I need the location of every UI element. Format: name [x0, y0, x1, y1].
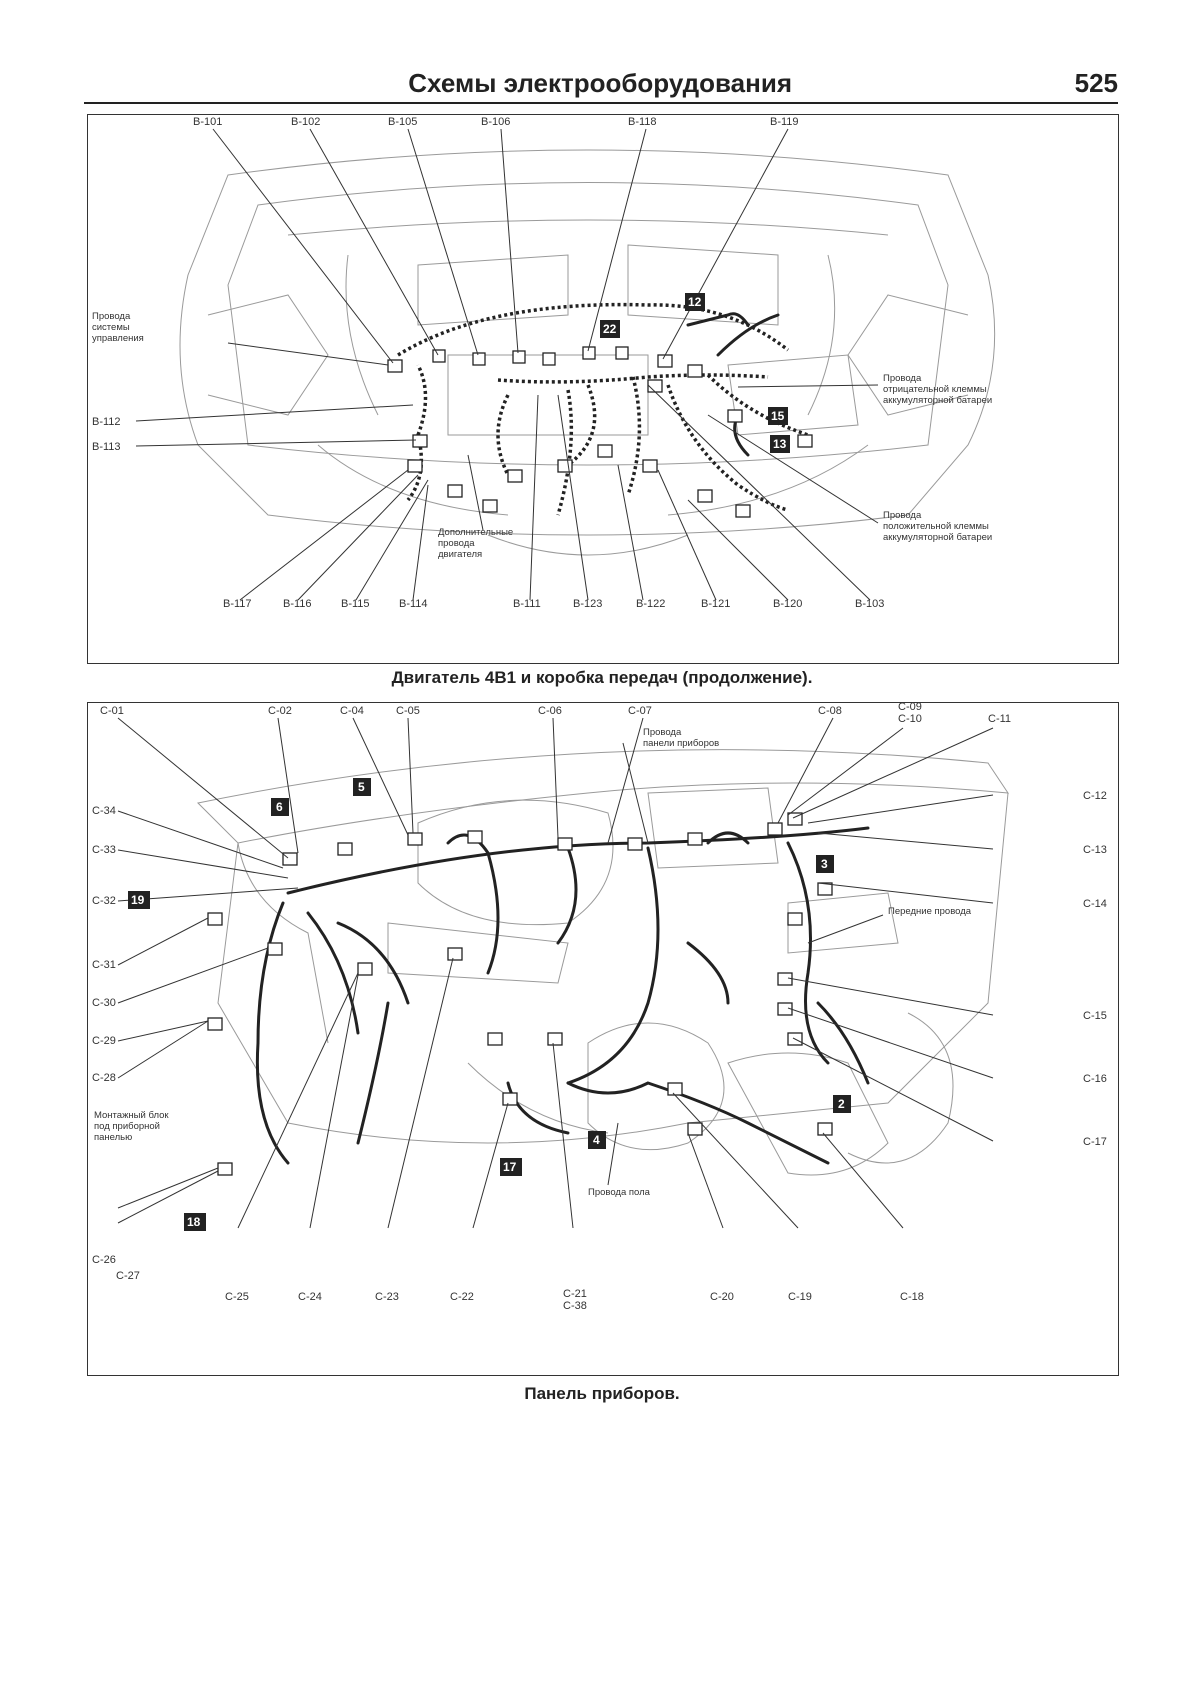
- label-b-115: B-115: [341, 598, 370, 610]
- note-floor-wires: [588, 1187, 651, 1198]
- label-b-119: B-119: [770, 116, 799, 128]
- engine-caption: Двигатель 4B1 и коробка передач (продолжение).: [391, 668, 813, 687]
- badge-13-label: 13: [773, 437, 787, 451]
- label-c-33: C-33: [92, 844, 116, 856]
- svg-text:управления: управления: [92, 333, 144, 344]
- note-instrument-panel-wires: [643, 727, 719, 749]
- svg-text:отрицательной клеммы: отрицательной клеммы: [883, 384, 987, 395]
- label-c-17: C-17: [1083, 1136, 1107, 1148]
- svg-text:Провода пола: Провода пола: [588, 1187, 650, 1198]
- label-c-32: C-32: [92, 895, 116, 907]
- badge-19-label: 19: [131, 893, 145, 907]
- label-b-113: B-113: [92, 441, 121, 453]
- label-c-21: C-21: [563, 1288, 587, 1300]
- badge-17-label: 17: [503, 1160, 517, 1174]
- dashboard-leaders: [118, 718, 993, 1228]
- label-c-34: C-34: [92, 805, 116, 817]
- svg-text:Передние провода: Передние провода: [888, 906, 972, 917]
- badge-15-label: 15: [771, 409, 785, 423]
- dashboard-caption: Панель приборов.: [524, 1384, 680, 1403]
- svg-text:Провода: Провода: [883, 510, 922, 521]
- label-c-06: C-06: [538, 705, 562, 717]
- dashboard-diagram: [88, 703, 1118, 1375]
- label-c-31: C-31: [92, 959, 116, 971]
- engine-diagram-panel: [87, 114, 1119, 664]
- svg-text:аккумуляторной батареи: аккумуляторной батареи: [883, 395, 993, 406]
- label-c-26: C-26: [92, 1254, 116, 1266]
- svg-text:панели приборов: панели приборов: [643, 738, 720, 749]
- label-c-05: C-05: [396, 705, 420, 717]
- label-b-118: B-118: [628, 116, 657, 128]
- label-c-30: C-30: [92, 997, 116, 1009]
- badge-5-label: 5: [358, 780, 365, 794]
- engine-diagram: [88, 115, 1118, 663]
- badge-12-label: 12: [688, 295, 702, 309]
- label-c-23: C-23: [375, 1291, 399, 1303]
- label-c-15: C-15: [1083, 1010, 1107, 1022]
- label-b-111: B-111: [513, 598, 541, 610]
- label-c-01: C-01: [100, 705, 124, 717]
- label-c-20: C-20: [710, 1291, 734, 1303]
- label-c-08: C-08: [818, 705, 842, 717]
- label-b-117: B-117: [223, 598, 252, 610]
- label-c-11: C-11: [988, 713, 1012, 725]
- svg-text:Дополнительные: Дополнительные: [438, 527, 514, 538]
- label-b-121: B-121: [701, 598, 731, 610]
- dashboard-badges: [128, 778, 851, 1231]
- dashboard-connectors: [208, 813, 832, 1175]
- engine-connectors: [388, 347, 812, 517]
- label-c-29: C-29: [92, 1035, 116, 1047]
- svg-text:Провода: Провода: [883, 373, 922, 384]
- badge-2-label: 2: [838, 1097, 845, 1111]
- svg-text:Монтажный блок: Монтажный блок: [94, 1110, 169, 1121]
- svg-text:двигателя: двигателя: [438, 549, 483, 560]
- note-positive-terminal: [883, 510, 992, 543]
- page-title: Схемы электрооборудования: [408, 68, 792, 98]
- label-b-123: B-123: [573, 598, 603, 610]
- label-c-22: C-22: [450, 1291, 474, 1303]
- label-c-14: C-14: [1083, 898, 1107, 910]
- svg-text:Провода: Провода: [643, 727, 682, 738]
- dashboard-sketch: [198, 750, 1008, 1175]
- label-b-114: B-114: [399, 598, 428, 610]
- svg-text:под приборной: под приборной: [94, 1121, 160, 1132]
- svg-text:провода: провода: [438, 538, 475, 549]
- label-b-122: B-122: [636, 598, 666, 610]
- note-negative-terminal: [883, 373, 992, 406]
- label-c-09: C-09: [898, 703, 922, 713]
- label-c-38: C-38: [563, 1300, 587, 1312]
- label-c-16: C-16: [1083, 1073, 1107, 1085]
- label-c-10: C-10: [898, 713, 922, 725]
- note-control-wires: [92, 311, 144, 344]
- badge-22-label: 22: [603, 322, 617, 336]
- svg-text:аккумуляторной батареи: аккумуляторной батареи: [883, 532, 993, 543]
- label-c-18: C-18: [900, 1291, 924, 1303]
- svg-text:положительной клеммы: положительной клеммы: [883, 521, 989, 532]
- label-c-12: C-12: [1083, 790, 1107, 802]
- label-b-103: B-103: [855, 598, 885, 610]
- svg-text:Провода: Провода: [92, 311, 131, 322]
- badge-6-label: 6: [276, 800, 283, 814]
- label-c-28: C-28: [92, 1072, 116, 1084]
- label-c-27: C-27: [116, 1270, 140, 1282]
- note-mounting-block: [94, 1110, 169, 1143]
- label-c-13: C-13: [1083, 844, 1107, 856]
- label-b-116: B-116: [283, 598, 312, 610]
- page-header: [84, 66, 1118, 104]
- dashboard-harness: [257, 828, 868, 1163]
- label-c-02: C-02: [268, 705, 292, 717]
- label-c-25: C-25: [225, 1291, 249, 1303]
- note-front-wires: [888, 906, 972, 917]
- label-b-106: B-106: [481, 116, 511, 128]
- label-b-120: B-120: [773, 598, 803, 610]
- note-extra-engine-wires: [438, 527, 513, 560]
- dashboard-diagram-panel: [87, 702, 1119, 1376]
- label-b-112: B-112: [92, 416, 121, 428]
- page-number: 525: [1074, 68, 1118, 98]
- label-b-101: B-101: [193, 116, 223, 128]
- label-b-105: B-105: [388, 116, 418, 128]
- label-b-102: B-102: [291, 116, 321, 128]
- label-c-07: C-07: [628, 705, 652, 717]
- svg-text:системы: системы: [92, 322, 130, 333]
- label-c-04: C-04: [340, 705, 364, 717]
- badge-4-label: 4: [593, 1133, 600, 1147]
- badge-18-label: 18: [187, 1215, 201, 1229]
- label-c-24: C-24: [298, 1291, 322, 1303]
- badge-3-label: 3: [821, 857, 828, 871]
- svg-text:панелью: панелью: [94, 1132, 133, 1143]
- label-c-19: C-19: [788, 1291, 812, 1303]
